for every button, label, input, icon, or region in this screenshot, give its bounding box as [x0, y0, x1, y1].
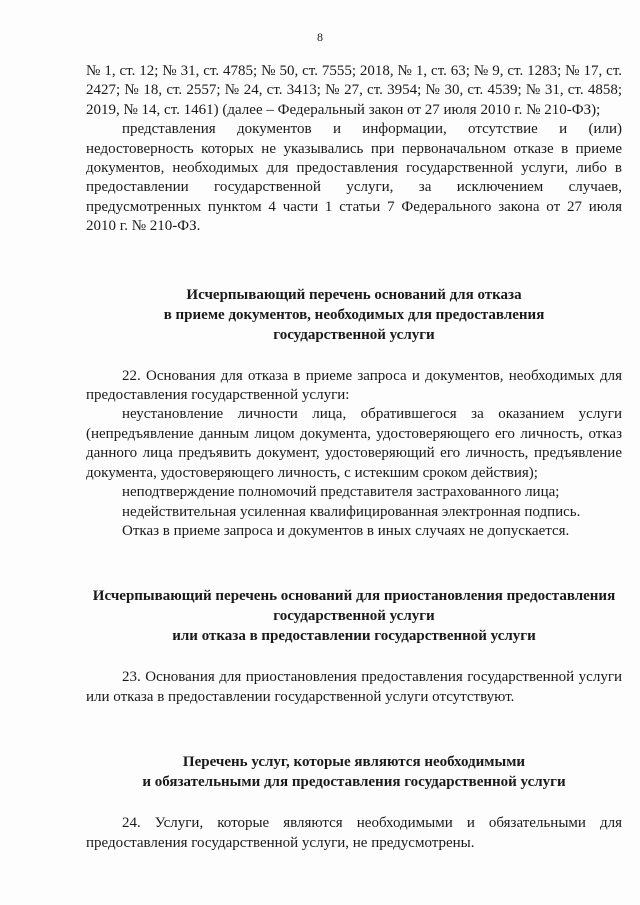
section-refusal-reception [86, 285, 622, 542]
paragraph-24: 24. Услуги, которые являются необходимыми и обязательными для предоставления государственной услуги, не предусмотрены. [86, 815, 622, 851]
section-heading: государственной услуги [273, 326, 435, 343]
page-number: 8 [317, 30, 323, 44]
document-body [86, 62, 622, 853]
section-heading: или отказа в предоставлении государственной услуги [172, 628, 536, 645]
section-heading: государственной услуги [273, 608, 435, 625]
section-heading: Исчерпывающий перечень оснований для приостановления предоставления [92, 588, 616, 605]
citation-continuation: № 1, ст. 12; № 31, ст. 4785; № 50, ст. 7555; 2018, № 1, ст. 63; № 9, ст. 1283; № 17, ст. 2427; № 18, ст. 2557; № 24, ст. 3413; № 27, ст. 3954; № 30, ст. 4539; № 31, ст. 4858; 2019, № 14, ст. 1461) (далее – Федеральный закон от 27 июля 2010 г. № 210-ФЗ); [86, 63, 622, 118]
section-heading: в приеме документов, необходимых для предоставления [163, 306, 545, 323]
paragraph-23: 23. Основания для приостановления предоставления государственной услуги или отказа в предоставлении государственной услуги отсутствуют. [86, 669, 622, 705]
refusal-closing-text: Отказ в приеме запроса и документов в иных случаях не допускается. [122, 522, 570, 539]
section-suspension [86, 586, 622, 707]
paragraph-22: 22. Основания для отказа в приеме запроса и документов, необходимых для предоставления государственной услуги: [86, 367, 622, 404]
section-heading: и обязательными для предоставления государственной услуги [142, 774, 566, 791]
section-heading: Перечень услуг, которые являются необходимыми [182, 754, 526, 771]
refusal-ground-item: неустановление личности лица, обратившегося за оказанием услуги (непредъявление данным лицом документа, удостоверяющего его личность, отказ данного лица предъявить документ, удостоверяющий его личность, предъявление документа, удостоверяющего личность, с истекшим сроком действия); [86, 406, 622, 481]
section-necessary-services [86, 752, 622, 853]
refusal-ground-item: неподтверждение полномочий представителя застрахованного лица; [122, 484, 560, 501]
refusal-ground-item: недействительная усиленная квалифицированная электронная подпись. [122, 503, 581, 520]
section-heading: Исчерпывающий перечень оснований для отказа [186, 286, 522, 303]
documents-item: представления документов и информации, отсутствие и (или) недостоверность которых не указывались при первоначальном отказе в приеме документов, необходимых для предоставления государственной услуги, либо в предоставлении государственной услуги, за исключением случаев, предусмотренных пунктом 4 части 1 статьи 7 Федерального закона от 27 июля 2010 г. № 210-ФЗ. [86, 121, 622, 235]
